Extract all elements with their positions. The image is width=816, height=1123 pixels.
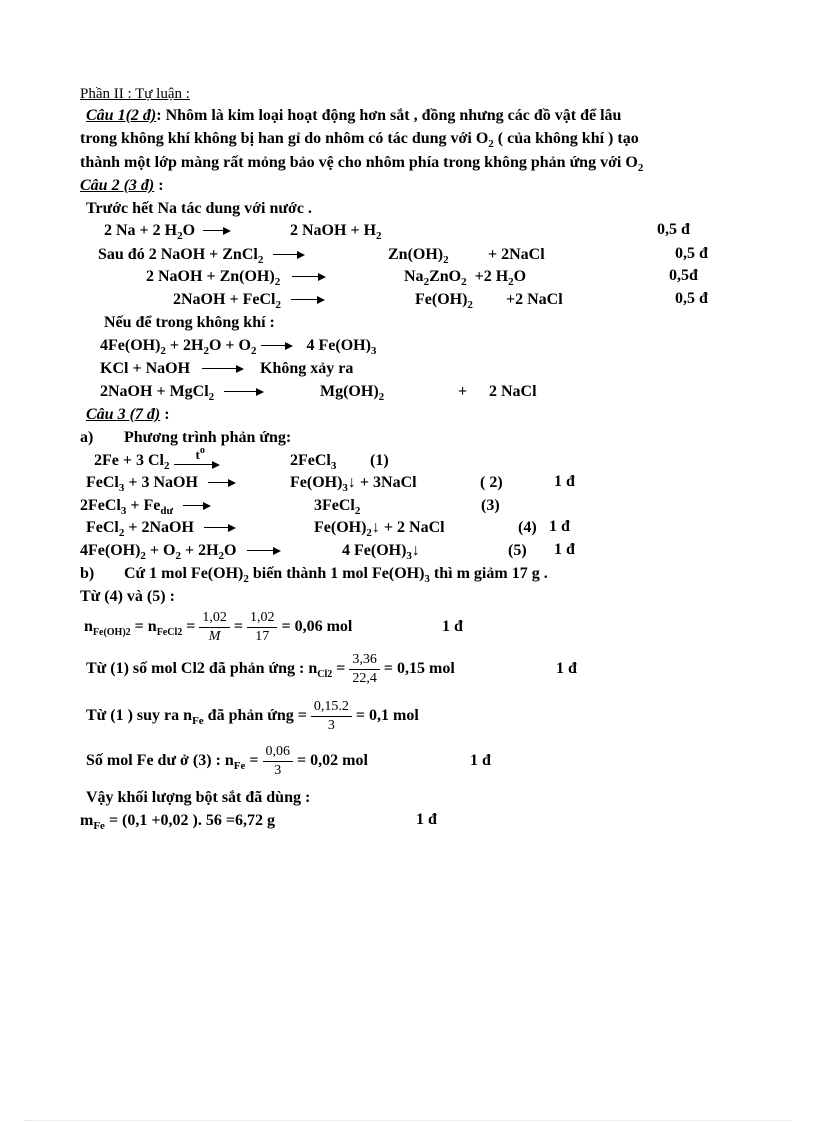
calc4-points: 1 đ [470,752,491,769]
r1-o: O [182,222,196,239]
frac-den: 3 [311,716,352,735]
calc1-sub2: FeCl2 [156,627,183,638]
arrow-icon [291,296,325,304]
q3-eq-3 [80,496,217,516]
final-m: m [80,812,94,829]
condition-arrow [174,445,220,469]
frac-den: 17 [247,627,278,646]
q3-label: Câu 3 (7 đ) [86,406,161,423]
e4-left: FeCl [86,519,119,536]
calc3-text: Từ (1 ) suy ra n [86,707,193,724]
e2-left: FeCl [86,474,119,491]
q1-line-1 [86,106,621,126]
arrow-icon [224,388,264,396]
q2-reaction-3-right [404,267,526,287]
e3-left: 2FeCl [80,497,121,514]
frac-den: 3 [263,761,294,780]
q2-reaction-2-right [388,245,449,265]
q1-label: Câu 1(2 đ) [86,107,157,124]
e1-left: 2Fe + 3 Cl [94,452,164,469]
r5-ps: 3 [370,345,377,357]
r7-sub: 2 [208,391,215,403]
q3-eq-5-right [342,541,420,561]
e1-ps: 3 [330,460,337,472]
e3-msub: dư [160,505,174,517]
r3-points: 0,5đ [669,267,698,284]
r4-points: 0,5 đ [675,290,708,307]
frac-num: 0,15.2 [313,698,349,714]
e2-sub: 3 [118,482,125,494]
calc3-sub: Fe [192,715,204,727]
q2-reaction-3 [146,267,334,287]
e4-prod: Fe(OH) [314,519,367,536]
r1-points: 0,5 đ [657,221,690,238]
q3-eq-5 [80,541,287,561]
part-title: Phần II : Tự luận : [80,86,190,102]
q2-colon: : [154,177,164,194]
calc-3 [86,697,419,735]
e5-cs: 2 [218,550,225,562]
e3-num: (3) [481,497,500,514]
q3-colon: : [160,406,170,423]
e3-prod: 3FeCl [314,497,355,514]
final-expr: = (0,1 +0,02 ). 56 =6,72 g [104,812,275,829]
q1-text-3: thành một lớp màng rất mỏng bảo vệ cho nhôm phía trong không phản ứng với O [80,154,638,171]
calc4-result: = 0,02 mol [297,752,368,769]
q2-reaction-5 [100,336,376,356]
page-divider [24,1120,792,1121]
q2-intro: Trước hết Na tác dung với nước . [86,200,312,217]
r4-sub: 2 [275,299,281,311]
r2-points: 0,5 đ [675,245,708,262]
r7-end: 2 NaCl [489,383,537,400]
r6-left: KCl + NaOH [100,360,191,377]
frac-num: 1,02 [249,609,275,625]
b-text-1: Cứ 1 mol Fe(OH) [124,565,244,582]
calc2-points: 1 đ [556,660,577,677]
fraction [247,609,278,646]
r1-left: 2 Na + 2 H [104,222,178,239]
q1-sub-2: 2 [637,162,644,174]
r5-b: + 2H [165,337,204,354]
fraction [311,698,352,735]
r5-bs: 2 [203,345,209,357]
r1-rsub: 2 [376,230,382,242]
q3-from-45: Từ (4) và (5) : [80,588,175,605]
q2-reaction-7 [100,382,270,402]
arrow-icon [208,479,236,487]
r4-prod-sub: 2 [467,299,473,311]
calc2-text: Từ (1) số mol Cl2 đã phản ứng : n [86,660,318,677]
r2-prod: Zn(OH) [388,246,444,263]
frac-den: 22,4 [349,669,380,688]
e5-d: O [224,542,237,559]
r3-eo: O [513,268,527,285]
q3-eq-4 [86,518,242,538]
q2-reaction-1-right [290,221,382,241]
q2-air-intro: Nếu để trong không khí : [104,314,275,331]
q2-label: Câu 2 (3 đ) [80,177,155,194]
e4-sub: 2 [118,527,125,539]
e5-a: 4Fe(OH) [80,542,141,559]
e4-end: ↓ + 2 NaCl [371,519,445,536]
e5-num: (5) [508,542,527,559]
r3-left: 2 NaOH + Zn(OH) [146,268,275,285]
frac-den: M [199,627,230,646]
r7-prod: Mg(OH) [320,383,379,400]
q1-text-2b: ( của không khí ) tạo [493,130,639,147]
b-text-2: biến thành 1 mol Fe(OH) [248,565,425,582]
e2-num: ( 2) [480,474,503,491]
q2-reaction-4 [173,290,331,310]
arrow-icon [204,524,236,532]
e2-ps: 3 [342,482,348,494]
q3-eq-2 [86,473,242,493]
arrow-icon [261,342,293,350]
calc3-text-2: đã phản ứng = [203,707,307,724]
r1-sub: 2 [177,230,183,242]
heat-condition [196,445,205,465]
r7-ps: 2 [378,391,385,403]
e4-num: (4) [518,519,537,536]
q3-final [80,811,275,831]
q1-line-2 [80,129,639,149]
r4-left: 2NaOH + FeCl [173,291,276,308]
arrow-icon [247,547,281,555]
calc2-result: = 0,15 mol [383,660,455,677]
r5-as: 2 [160,345,166,357]
q3-b-label: b) [80,565,95,582]
calc1-sub1: Fe(OH)2 [92,627,131,638]
e3-mid: + Fe [126,497,161,514]
b-sub-1: 2 [243,573,249,585]
final-sub: Fe [93,820,105,832]
e4-points: 1 đ [549,518,570,535]
frac-num: 3,36 [352,651,377,667]
e5-as: 2 [140,550,146,562]
r3-p2s: 2 [461,276,467,288]
q1-line-3 [80,153,643,173]
calc1-points: 1 đ [442,618,463,635]
q3-eq-2-right [290,473,417,493]
e4-ps: 2 [366,527,372,539]
e5-ps: 3 [406,550,412,562]
r3-p2: ZnO [429,268,462,285]
arrow-icon [183,502,211,510]
r2-sub: 2 [257,254,264,266]
calc1-eq: = n [130,618,157,635]
r2-end: + 2NaCl [488,246,545,263]
q1-text-1: : Nhôm là kim loại hoạt động hơn sắt , đồng nhưng các đồ vật để lâu [156,107,622,124]
calc4-text: Số mol Fe dư ở (3) : n [86,752,234,769]
q2-reaction-6 [100,359,353,379]
e1-cond: t [195,447,200,463]
r3-end: +2 H [474,268,509,285]
r5-a: 4Fe(OH) [100,337,161,354]
arrow-icon [203,227,231,235]
e5-points: 1 đ [554,541,575,558]
q2-reaction-4-right [415,290,473,310]
calc1-result: = 0,06 mol [281,618,353,635]
q3-eq-4-right [314,518,445,538]
q2-reaction-1 [104,221,235,241]
e5-down-arrow: ↓ [411,542,420,559]
e3-sub: 3 [120,505,127,517]
q1-text-2: trong không khí không bị han gỉ do nhôm có tác dung với O [80,130,489,147]
q3-heading [86,405,170,425]
calc2-sub: Cl2 [317,669,333,680]
r7-plus: + [458,383,468,400]
r1-right: 2 NaOH + H [290,222,377,239]
e1-num: (1) [370,452,389,469]
e1-sub: 2 [164,460,170,472]
r3-p1s: 2 [423,276,430,288]
e5-bs: 2 [175,550,181,562]
frac-num: 0,06 [265,743,291,759]
b-text-3: thì m giảm 17 g . [429,565,548,582]
q1-sub-1: 2 [488,138,494,150]
calc-4: Số mol Fe dư ở (3) : $n_{Fe}$ = $\frac{0,06}{3}$ = 0,02 mol [86,743,368,778]
arrow-icon [202,365,244,373]
r6-right: Không xảy ra [260,360,354,377]
calc1-n: n [84,618,93,635]
r5-cs: 2 [251,345,257,357]
fraction [199,609,230,646]
r2-prod-sub: 2 [443,254,449,266]
e4-mid: + 2NaOH [124,519,194,536]
q3-conclusion: Vậy khối lượng bột sắt đã dùng : [86,789,311,806]
r3-es: 2 [508,276,514,288]
calc-2: Từ (1) số mol Cl2 đã phản ứng : $n_{Cl2}$ = $\frac{3,36}{22,4}$ = 0,15 mol [86,651,455,686]
q3-eq-3-right [314,496,360,516]
e1-cond-sup: o [199,445,205,457]
arrow-icon [292,273,326,281]
r5-prod: 4 Fe(OH) [306,337,371,354]
q3-a-text: Phương trình phản ứng: [124,429,292,446]
fraction [263,743,294,780]
e2-points: 1 đ [554,473,575,490]
calc3-result: = 0,1 mol [355,707,419,724]
b-sub-2: 3 [424,573,430,585]
q3-a-label: a) [80,429,94,446]
q3-b-text [124,564,548,584]
r5-c: O + O [208,337,251,354]
e5-b: + O [145,542,176,559]
final-points: 1 đ [416,811,437,828]
e1-prod: 2FeCl [290,452,331,469]
r7-left: 2NaOH + MgCl [100,383,209,400]
r2-left: Sau đó 2 NaOH + ZnCl [98,246,258,263]
q2-heading [80,176,164,196]
r4-end: +2 NaCl [506,291,563,308]
e2-prod: Fe(OH) [290,474,343,491]
calc4-sub: Fe [233,760,246,772]
q2-reaction-2 [98,245,311,265]
arrow-icon [273,251,305,259]
e5-c: + 2H [180,542,219,559]
e2-end: ↓ + 3NaCl [347,474,417,491]
r3-sub: 2 [274,276,281,288]
frac-num: 1,02 [202,609,227,625]
q3-eq-1 [94,445,220,472]
r4-prod: Fe(OH) [415,291,468,308]
fraction [349,651,380,688]
e2-mid: + 3 NaOH [124,474,198,491]
e3-ps: 2 [354,505,361,517]
e5-prod: 4 Fe(OH) [342,542,407,559]
calc-1: $n_{Fe(OH)2} = n_{FeCl2}$ = $\frac{1,02}{M}$ = $\frac{1,02}{17}$ = 0,06 mol [84,609,353,644]
q2-reaction-7-right [320,382,384,402]
r3-p1: Na [404,268,424,285]
q3-eq-1-right [290,451,336,471]
